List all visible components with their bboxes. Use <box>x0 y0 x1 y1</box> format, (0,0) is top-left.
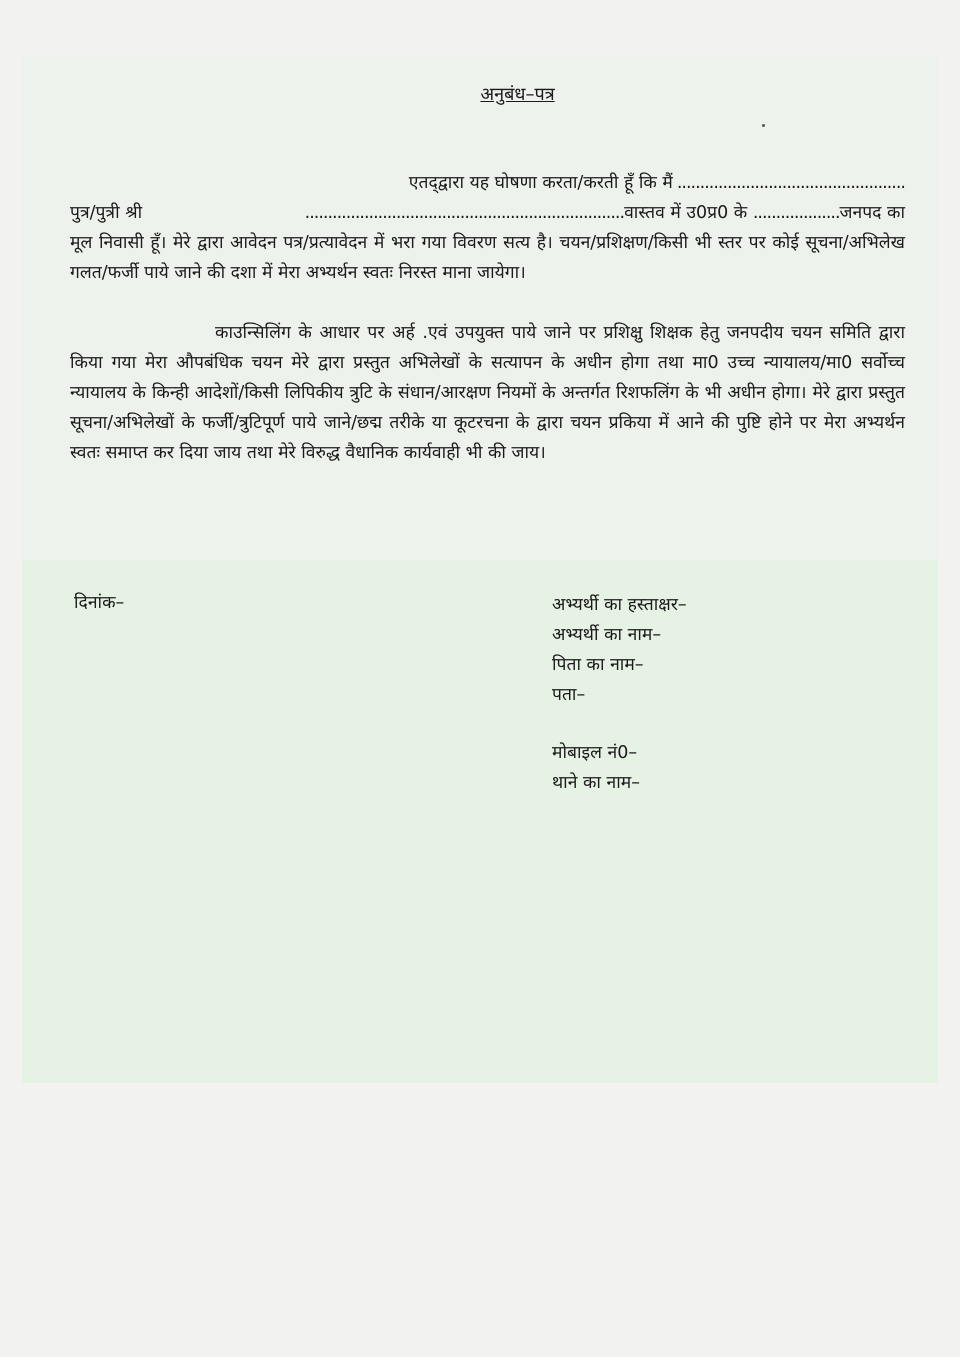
parent-blank: ...................................................................... <box>304 203 625 223</box>
father-name-label: पिता का नाम– <box>552 655 644 675</box>
declaration-line-2 <box>70 198 905 228</box>
background-tint <box>22 560 938 1083</box>
date-label: दिनांक– <box>74 593 125 613</box>
declaration-prefix: एतद्‌द्वारा यह घोषणा करता/करती हूँ कि मैं <box>408 173 673 193</box>
conditions-paragraph: काउन्सिलिंग के आधार पर अर्ह .एवं उपयुक्त पाये जाने पर प्रशिक्षु शिक्षक हेतु जनपदीय चयन समिति द्वारा किया गया मेरा औपबंधिक चयन मेरे द्वारा प्रस्तुत अभिलेखों के सत्यापन के अधीन होगा तथा मा0 उच्च न्यायालय/मा0 सर्वोच्च न्यायालय के किन्ही आदेशों/किसी लिपिकीय त्रुटि के संधान/आरक्षण नियमों के अन्तर्गत रिशफलिंग के भी अधीन होगा। मेरे द्वारा प्रस्तुत सूचना/अभिलेखों के फर्जी/त्रुटिपूर्ण पाये जाने/छद्म तरीके या कूटरचना के द्वारा चयन प्रकिया में आने की पुष्टि होने पर मेरा अभ्यर्थन स्वतः समाप्त कर दिया जाय तथा मेरे विरुद्ध वैधानिक कार्यवाही भी की जाय। <box>70 323 905 463</box>
name-blank: .................................................. <box>676 173 905 193</box>
document-body <box>70 80 905 468</box>
declaration-text: मूल निवासी हूँ। मेरे द्वारा आवेदन पत्र/प्रत्यावेदन में भरा गया विवरण सत्य है। चयन/प्रशिक्षण/किसी भी स्तर पर कोई सूचना/अभिलेख गलत/फर्जी पाये जाने की दशा में मेरा अभ्यर्थन स्वतः निरस्त माना जायेगा। <box>70 233 905 283</box>
declaration-line-1 <box>70 168 905 198</box>
district-blank: ................... <box>752 203 840 223</box>
parent-label: पुत्र/पुत्री श्री <box>70 203 143 223</box>
police-station-label: थाने का नाम– <box>552 773 640 793</box>
page-title: अनुबंध–पत्र <box>480 84 555 105</box>
district-label: जनपद का <box>839 203 905 223</box>
mobile-label: मोबाइल नं0– <box>552 743 638 763</box>
signature-block <box>552 590 687 798</box>
signature-label: अभ्यर्थी का हस्ताक्षर– <box>552 595 687 615</box>
address-label: पता– <box>552 685 586 705</box>
residence-label: वास्तव में उ0प्र0 के <box>624 203 748 223</box>
candidate-name-label: अभ्यर्थी का नाम– <box>552 625 662 645</box>
